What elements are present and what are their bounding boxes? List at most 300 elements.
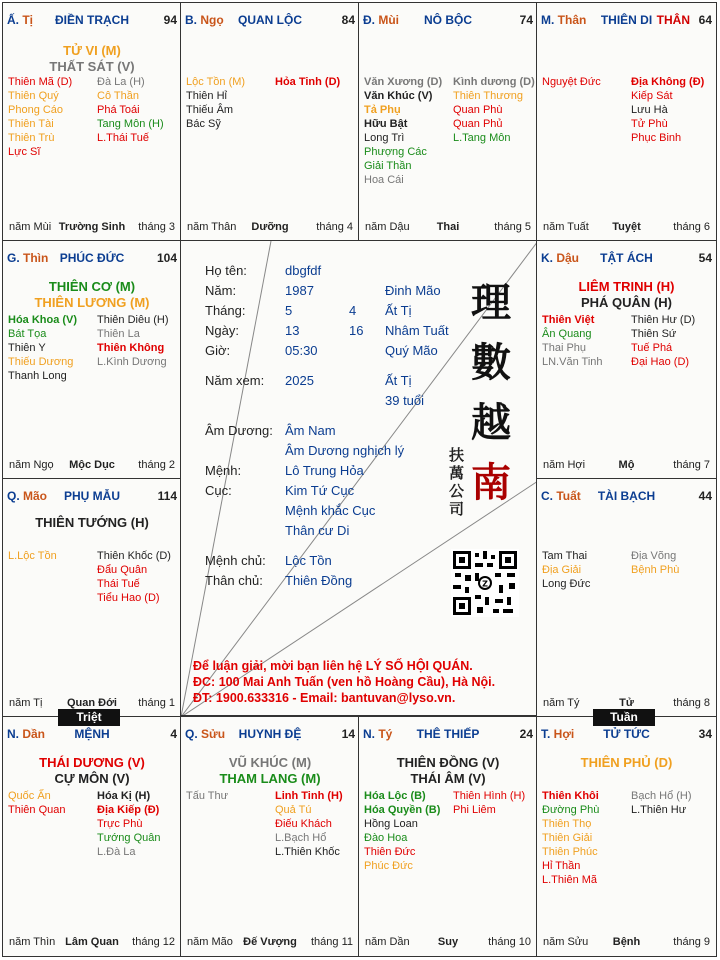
palace-header xyxy=(7,251,177,267)
palace-can-chi xyxy=(541,727,574,741)
main-star: CỰ MÔN (V) xyxy=(54,771,130,786)
palace-can: Q. xyxy=(185,727,202,741)
minor-star: L.Thiên Hư xyxy=(631,804,687,816)
stars-left-column xyxy=(364,75,442,187)
palace-name: QUAN LỘC xyxy=(238,13,302,27)
main-star: LIÊM TRINH (H) xyxy=(578,279,675,294)
palace-footer xyxy=(9,459,175,473)
stars-right-column xyxy=(453,789,525,817)
footer-month: tháng 7 xyxy=(673,459,710,471)
palace-mao xyxy=(2,478,182,718)
palace-can-chi xyxy=(363,727,392,741)
minor-star: Địa Kiếp (Đ) xyxy=(97,804,160,816)
main-star: PHÁ QUÂN (H) xyxy=(581,295,672,310)
label-cuc: Cục: xyxy=(205,483,232,498)
footer-year: năm Thân xyxy=(187,221,237,233)
palace-can: B. xyxy=(185,13,201,27)
value-month-lunar: 4 xyxy=(349,303,357,318)
palace-footer xyxy=(365,221,531,235)
minor-star: Hóa Kị (H) xyxy=(97,790,151,802)
contact-line-1: Để luận giải, mời bạn liên hệ LÝ SỐ HỘI QUÁN. xyxy=(193,659,473,673)
minor-star: L.Bạch Hổ xyxy=(275,832,327,844)
footer-year: năm Tuất xyxy=(543,221,589,233)
minor-star: Thiên La xyxy=(97,328,140,340)
footer-month: tháng 2 xyxy=(138,459,175,471)
palace-can: K. xyxy=(541,251,557,265)
minor-star: Địa Giải xyxy=(542,564,582,576)
triet-badge: Triệt xyxy=(58,709,120,726)
palace-can: Ấ. xyxy=(7,13,23,27)
footer-stage: Dưỡng xyxy=(251,221,289,233)
minor-star: Phượng Các xyxy=(364,146,427,158)
calligraphy-char-2: 數 xyxy=(471,339,511,386)
minor-star: Thanh Long xyxy=(8,370,67,382)
palace-suu xyxy=(180,716,360,957)
palace-chi: Hợi xyxy=(553,727,575,741)
minor-star: Tuế Phá xyxy=(631,342,673,354)
value-year-can: Đinh Mão xyxy=(385,283,441,298)
minor-star: Ân Quang xyxy=(542,328,592,340)
minor-star: Thiên Đức xyxy=(364,846,416,858)
palace-header xyxy=(541,251,712,267)
minor-star: Thiên Quan xyxy=(8,804,66,816)
value-cuc: Kim Tứ Cục xyxy=(285,483,355,498)
main-star: THAM LANG (M) xyxy=(219,771,321,786)
value-view-can: Ất Tị xyxy=(385,373,412,388)
palace-tuat xyxy=(536,478,717,718)
palace-header xyxy=(7,489,177,505)
palace-thin xyxy=(2,240,182,480)
main-star: THẤT SÁT (V) xyxy=(49,59,135,74)
minor-star: Hỏa Tinh (D) xyxy=(275,76,341,88)
stars-right-column xyxy=(631,313,695,369)
palace-number: 44 xyxy=(698,489,712,503)
palace-chi: Mão xyxy=(23,489,48,503)
stars-right-column xyxy=(275,789,343,859)
minor-star: Đường Phù xyxy=(542,804,600,816)
palace-header xyxy=(541,489,712,505)
palace-can-chi xyxy=(185,727,225,741)
minor-star: Đẩu Quân xyxy=(97,564,148,576)
value-hour-can: Quý Mão xyxy=(385,343,438,358)
stars-left-column xyxy=(186,75,245,131)
footer-stage: Tử xyxy=(619,697,634,709)
main-star: THIÊN LƯƠNG (M) xyxy=(34,295,150,310)
minor-star: Thiên Không xyxy=(97,342,165,354)
calligraphy-char-3: 越 xyxy=(471,399,511,446)
value-hour: 05:30 xyxy=(285,343,318,358)
minor-star: Thiên Quý xyxy=(8,90,59,102)
minor-star: Thiên Sứ xyxy=(631,328,677,340)
minor-star: Thiên Phúc xyxy=(542,846,598,858)
value-name: dbgfdf xyxy=(285,263,322,278)
footer-month: tháng 1 xyxy=(138,697,175,709)
palace-name: THÊ THIẾP xyxy=(416,727,480,741)
stars-right-column xyxy=(97,313,169,369)
seal-char: 司 xyxy=(449,500,465,518)
palace-number: 54 xyxy=(698,251,712,265)
palace-number: 74 xyxy=(519,13,533,27)
footer-year: năm Sửu xyxy=(543,936,589,948)
minor-star: Lưu Hà xyxy=(631,104,668,116)
minor-star: Thiên Hư (D) xyxy=(631,314,696,326)
palace-can: N. xyxy=(363,727,379,741)
palace-mui xyxy=(358,2,538,242)
stars-right-column xyxy=(97,75,164,145)
minor-star: L.Kình Dương xyxy=(97,356,167,368)
palace-can: M. xyxy=(541,13,558,27)
palace-chi: Tị xyxy=(22,13,34,27)
palace-name: TẬT ÁCH xyxy=(600,251,653,265)
value-than-chu: Thiên Đồng xyxy=(285,573,353,588)
main-star: VŨ KHÚC (M) xyxy=(228,755,312,770)
minor-star: Quan Phù xyxy=(453,104,503,116)
minor-star: Phi Liêm xyxy=(453,804,496,816)
palace-footer xyxy=(365,936,531,950)
minor-star: Phá Toái xyxy=(97,104,140,116)
palace-name: MỆNH xyxy=(74,727,110,741)
stars-left-column xyxy=(8,549,57,563)
footer-stage: Bệnh xyxy=(612,936,641,948)
tuan-badge: Tuần xyxy=(593,709,655,726)
palace-header xyxy=(363,727,533,743)
footer-month: tháng 6 xyxy=(673,221,710,233)
palace-dau xyxy=(536,240,717,480)
value-day-can: Nhâm Tuất xyxy=(385,323,449,338)
palace-number: 34 xyxy=(698,727,712,741)
minor-star: Thiên Thọ xyxy=(542,818,592,830)
palace-name: TỬ TỨC xyxy=(603,727,650,741)
footer-stage: Quan Đới xyxy=(67,697,117,709)
minor-star: L.Đà La xyxy=(97,846,136,858)
label-than-chu: Thân chủ: xyxy=(205,573,263,588)
palace-can-chi xyxy=(7,489,47,503)
palace-name: PHÚC ĐỨC xyxy=(59,251,125,265)
palace-chi: Tý xyxy=(378,727,393,741)
stars-left-column xyxy=(8,789,65,817)
value-cuc-3: Thân cư Di xyxy=(285,523,350,538)
footer-year: năm Tị xyxy=(9,697,43,709)
minor-star: Hoa Cái xyxy=(364,174,404,186)
footer-month: tháng 10 xyxy=(488,936,531,948)
palace-number: 24 xyxy=(519,727,533,741)
minor-star: Tấu Thư xyxy=(186,790,229,802)
minor-star: Phúc Đức xyxy=(364,860,413,872)
palace-name: TÀI BẠCH xyxy=(597,489,656,503)
minor-star: Bát Tọa xyxy=(8,328,47,340)
palace-footer xyxy=(9,936,175,950)
main-star: THIÊN PHỦ (D) xyxy=(580,755,673,770)
stars-left-column xyxy=(8,75,72,159)
value-day: 13 xyxy=(285,323,300,338)
footer-month: tháng 12 xyxy=(132,936,175,948)
minor-star: Đà La (H) xyxy=(97,76,145,88)
seal-char: 公 xyxy=(449,482,465,500)
value-day-lunar: 16 xyxy=(349,323,364,338)
value-menh-chu: Lộc Tồn xyxy=(285,553,332,568)
footer-stage: Suy xyxy=(437,936,459,948)
footer-stage: Trường Sinh xyxy=(58,221,126,233)
stars-right-column xyxy=(631,549,679,577)
svg-text:Z: Z xyxy=(482,579,488,589)
palace-chi: Thân xyxy=(557,13,587,27)
minor-star: Văn Khúc (V) xyxy=(364,90,433,102)
seal-char: 萬 xyxy=(449,464,465,482)
palace-can: G. xyxy=(7,251,24,265)
palace-can: N. xyxy=(7,727,23,741)
minor-star: Thiên Việt xyxy=(542,314,595,326)
minor-star: Thiên Thương xyxy=(453,90,524,102)
minor-star: L.Thiên Khốc xyxy=(275,846,340,858)
footer-stage: Thai xyxy=(436,221,460,233)
palace-can: Q. xyxy=(7,489,24,503)
palace-header xyxy=(363,13,533,29)
label-year: Năm: xyxy=(205,283,237,298)
minor-star: Lực Sĩ xyxy=(8,146,41,158)
than-marker: THÂN xyxy=(656,13,690,27)
minor-star: Quan Phủ xyxy=(453,118,503,130)
contact-phone-email[interactable]: ĐT: 1900.633316 - Email: bantuvan@lyso.vn. xyxy=(193,691,456,705)
contact-address: ĐC: 100 Mai Anh Tuấn (ven hồ Hoàng Cầu), Hà Nội. xyxy=(193,675,496,689)
label-menh-chu: Mệnh chủ: xyxy=(205,553,266,568)
minor-star: Tả Phụ xyxy=(364,104,401,116)
minor-star: LN.Văn Tinh xyxy=(542,356,603,368)
minor-star: Linh Tinh (H) xyxy=(275,790,343,802)
qr-code-icon xyxy=(451,549,519,617)
minor-star: Đào Hoa xyxy=(364,832,408,844)
value-view-year: 2025 xyxy=(285,373,314,388)
main-star: THIÊN CƠ (M) xyxy=(48,279,136,294)
stars-left-column xyxy=(542,75,601,89)
palace-footer xyxy=(187,936,353,950)
minor-star: Văn Xương (D) xyxy=(364,76,443,88)
minor-star: Điếu Khách xyxy=(275,818,332,830)
palace-ti xyxy=(2,2,182,242)
minor-star: Long Đức xyxy=(542,578,591,590)
minor-star: Thiên Hình (H) xyxy=(453,790,526,802)
palace-name: NÔ BỘC xyxy=(424,13,472,27)
seal-small-text xyxy=(449,446,467,518)
stars-right-column xyxy=(97,789,161,859)
stars-left-column xyxy=(364,789,440,873)
minor-star: Thiên Y xyxy=(8,342,46,354)
palace-header xyxy=(7,727,177,743)
minor-star: Địa Võng xyxy=(631,550,677,562)
palace-can: Đ. xyxy=(363,13,379,27)
minor-star: Kình dương (D) xyxy=(453,76,535,88)
footer-year: năm Mùi xyxy=(9,221,52,233)
minor-star: L.Tang Môn xyxy=(453,132,511,144)
main-star: THIÊN ĐỒNG (V) xyxy=(396,755,500,770)
palace-chi: Ngọ xyxy=(200,13,224,27)
value-age: 39 tuổi xyxy=(385,393,425,408)
palace-number: 64 xyxy=(698,13,712,27)
palace-header xyxy=(7,13,177,29)
stars-right-column xyxy=(631,75,704,145)
minor-star: Hóa Khoa (V) xyxy=(8,314,78,326)
label-menh: Mệnh: xyxy=(205,463,242,478)
minor-star: Thiên Trù xyxy=(8,132,55,144)
value-menh: Lô Trung Hỏa xyxy=(285,463,364,478)
minor-star: Hóa Lộc (B) xyxy=(364,790,426,802)
footer-year: năm Tý xyxy=(543,697,580,709)
footer-month: tháng 9 xyxy=(673,936,710,948)
palace-chi: Tuất xyxy=(556,489,581,503)
minor-star: L.Lộc Tồn xyxy=(8,550,57,562)
stars-left-column xyxy=(542,313,603,369)
palace-number: 4 xyxy=(170,727,177,741)
palace-footer xyxy=(9,221,175,235)
palace-can-chi xyxy=(363,13,399,27)
palace-dan xyxy=(2,716,182,957)
footer-month: tháng 5 xyxy=(494,221,531,233)
palace-can-chi xyxy=(541,489,581,503)
minor-star: Thiên Khốc (D) xyxy=(97,550,171,562)
palace-name: ĐIỀN TRẠCH xyxy=(55,13,129,27)
minor-star: Phục Binh xyxy=(631,132,682,144)
palace-can-chi xyxy=(541,13,586,27)
label-month: Tháng: xyxy=(205,303,246,318)
palace-footer xyxy=(543,459,710,473)
palace-can-chi xyxy=(7,251,48,265)
main-star: THÁI DƯƠNG (V) xyxy=(39,755,145,770)
footer-year: năm Thìn xyxy=(9,936,56,948)
minor-star: Quốc Ấn xyxy=(8,790,51,802)
palace-header xyxy=(185,13,355,29)
minor-star: Tang Môn (H) xyxy=(97,118,164,130)
palace-can: T. xyxy=(541,727,554,741)
minor-star: Tam Thai xyxy=(542,550,588,562)
calligraphy-char-4: 南 xyxy=(471,459,511,506)
footer-year: năm Dần xyxy=(365,936,410,948)
value-month-can: Ất Tị xyxy=(385,303,412,318)
minor-star: L.Thiên Mã xyxy=(542,874,598,886)
minor-star: Nguyệt Đức xyxy=(542,76,601,88)
palace-chi: Dần xyxy=(22,727,46,741)
palace-ngo xyxy=(180,2,360,242)
center-info-panel xyxy=(180,240,537,716)
label-view-year: Năm xem: xyxy=(205,373,265,388)
palace-number: 114 xyxy=(157,489,177,503)
main-star: TỬ VI (M) xyxy=(63,43,121,58)
stars-left-column xyxy=(542,549,590,591)
minor-star: Thiên Khôi xyxy=(542,790,599,802)
palace-can: C. xyxy=(541,489,557,503)
footer-month: tháng 3 xyxy=(138,221,175,233)
minor-star: Tướng Quân xyxy=(97,832,161,844)
minor-star: Bác Sỹ xyxy=(186,118,221,130)
footer-stage: Đế Vượng xyxy=(243,936,297,948)
minor-star: Hữu Bật xyxy=(364,118,408,130)
minor-star: Hỉ Thần xyxy=(542,860,581,872)
minor-star: Long Trì xyxy=(364,132,405,144)
label-am-duong: Âm Dương: xyxy=(205,423,273,438)
palace-name: HUYNH ĐỆ xyxy=(238,727,302,741)
footer-stage: Mộ xyxy=(618,459,635,471)
minor-star: Thiên Tài xyxy=(8,118,54,130)
minor-star: Thiên Hỉ xyxy=(186,90,227,102)
minor-star: Cô Thần xyxy=(97,90,139,102)
minor-star: Thiếu Dương xyxy=(8,356,74,368)
calligraphy-char-1: 理 xyxy=(471,279,511,326)
minor-star: Bạch Hổ (H) xyxy=(631,790,692,802)
footer-stage: Lâm Quan xyxy=(65,936,119,948)
stars-left-column xyxy=(542,789,599,887)
minor-star: L.Thái Tuế xyxy=(97,132,149,144)
minor-star: Giải Thần xyxy=(364,160,412,172)
value-cuc-2: Mệnh khắc Cục xyxy=(285,503,376,518)
footer-month: tháng 8 xyxy=(673,697,710,709)
minor-star: Thai Phụ xyxy=(542,342,587,354)
stars-right-column xyxy=(453,75,535,145)
palace-hoi xyxy=(536,716,717,957)
footer-stage: Mộc Dục xyxy=(69,459,115,471)
palace-can-chi xyxy=(185,13,224,27)
minor-star: Hóa Quyền (B) xyxy=(364,804,441,816)
palace-number: 14 xyxy=(341,727,355,741)
label-day: Ngày: xyxy=(205,323,239,338)
minor-star: Phong Cáo xyxy=(8,104,64,116)
palace-can-chi xyxy=(541,251,579,265)
palace-header xyxy=(541,727,712,743)
footer-month: tháng 11 xyxy=(310,936,353,948)
palace-name: THIÊN DI xyxy=(600,13,653,27)
footer-stage: Tuyệt xyxy=(612,221,641,233)
value-am-duong-2: Âm Dương nghịch lý xyxy=(285,443,405,458)
minor-star: Thiên Giải xyxy=(542,832,593,844)
palace-can-chi xyxy=(7,13,33,27)
label-hour: Giờ: xyxy=(205,343,231,358)
minor-star: Kiếp Sát xyxy=(631,90,673,102)
minor-star: Thái Tuế xyxy=(97,578,140,590)
footer-year: năm Hợi xyxy=(543,459,586,471)
stars-right-column xyxy=(275,75,340,89)
minor-star: Thiên Mã (D) xyxy=(8,76,73,88)
value-am-duong: Âm Nam xyxy=(285,423,336,438)
footer-year: năm Dậu xyxy=(365,221,410,233)
palace-can-chi xyxy=(7,727,45,741)
palace-chi: Sửu xyxy=(201,727,226,741)
palace-number: 104 xyxy=(156,251,177,265)
palace-footer xyxy=(543,221,710,235)
stars-right-column xyxy=(631,789,692,817)
footer-month: tháng 4 xyxy=(316,221,353,233)
minor-star: Bệnh Phù xyxy=(631,564,680,576)
palace-number: 84 xyxy=(341,13,355,27)
minor-star: Thiên Diêu (H) xyxy=(97,314,169,326)
palace-than xyxy=(536,2,717,242)
minor-star: Trực Phù xyxy=(97,818,143,830)
minor-star: Tử Phù xyxy=(631,118,668,130)
palace-number: 94 xyxy=(163,13,177,27)
minor-star: Tiểu Hao (D) xyxy=(97,592,160,604)
palace-chi: Mùi xyxy=(378,13,400,27)
minor-star: Lộc Tồn (M) xyxy=(186,76,246,88)
main-star: THIÊN TƯỚNG (H) xyxy=(35,515,149,530)
palace-header xyxy=(541,13,712,29)
stars-left-column xyxy=(186,789,228,803)
footer-year: năm Ngọ xyxy=(9,459,54,471)
minor-star: Hồng Loan xyxy=(364,818,418,830)
minor-star: Thiếu Âm xyxy=(186,104,234,116)
label-name: Họ tên: xyxy=(205,263,247,278)
value-year: 1987 xyxy=(285,283,314,298)
palace-footer xyxy=(543,936,710,950)
palace-ty xyxy=(358,716,538,957)
stars-right-column xyxy=(97,549,171,605)
minor-star: Đại Hao (D) xyxy=(631,356,690,368)
palace-name: PHỤ MẪU xyxy=(64,489,120,503)
